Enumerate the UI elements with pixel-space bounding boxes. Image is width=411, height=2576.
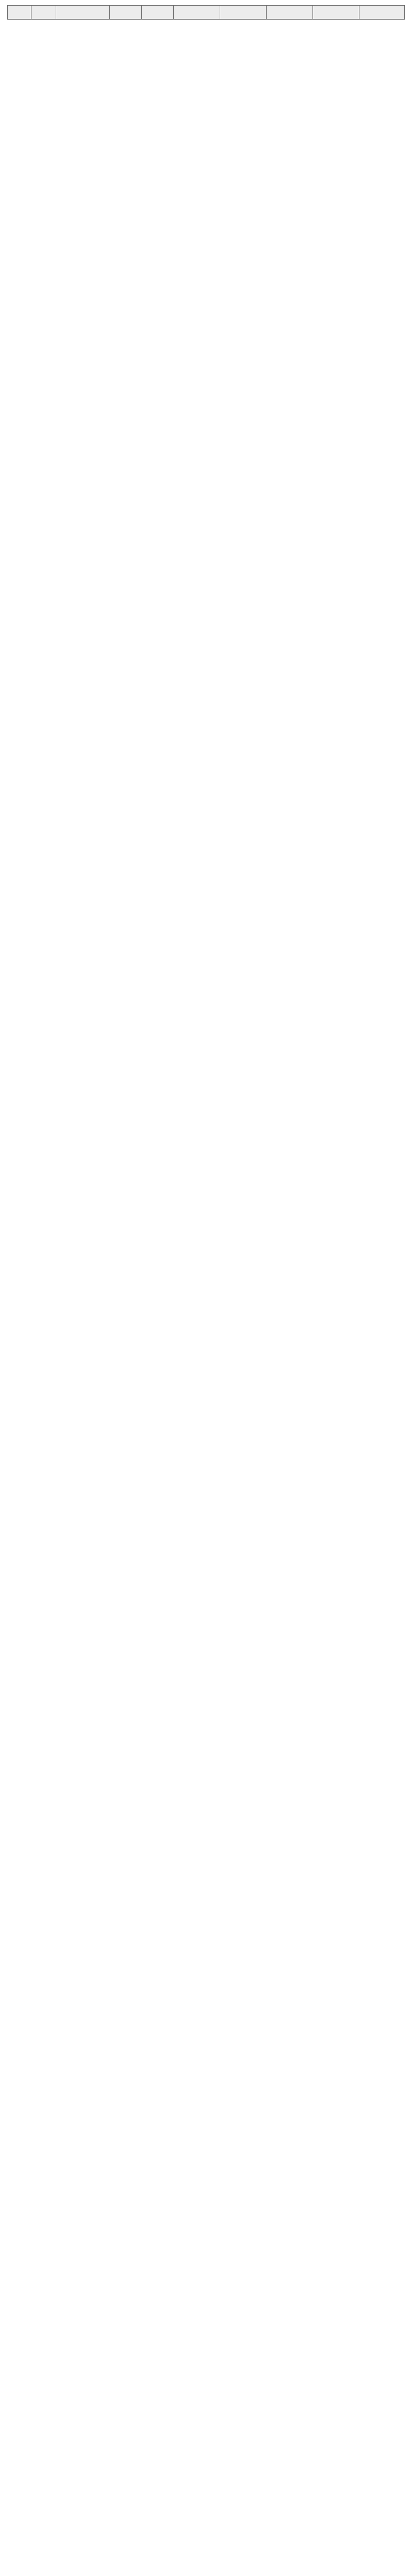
column-header [110,6,142,20]
column-header [359,6,405,20]
column-header [174,6,220,20]
column-header [313,6,359,20]
column-header [8,6,31,20]
column-header [56,6,110,20]
column-header [267,6,313,20]
header-row [8,6,405,20]
column-header [142,6,174,20]
column-header [220,6,267,20]
data-table [7,5,405,20]
column-header [31,6,56,20]
table-header [8,6,405,20]
